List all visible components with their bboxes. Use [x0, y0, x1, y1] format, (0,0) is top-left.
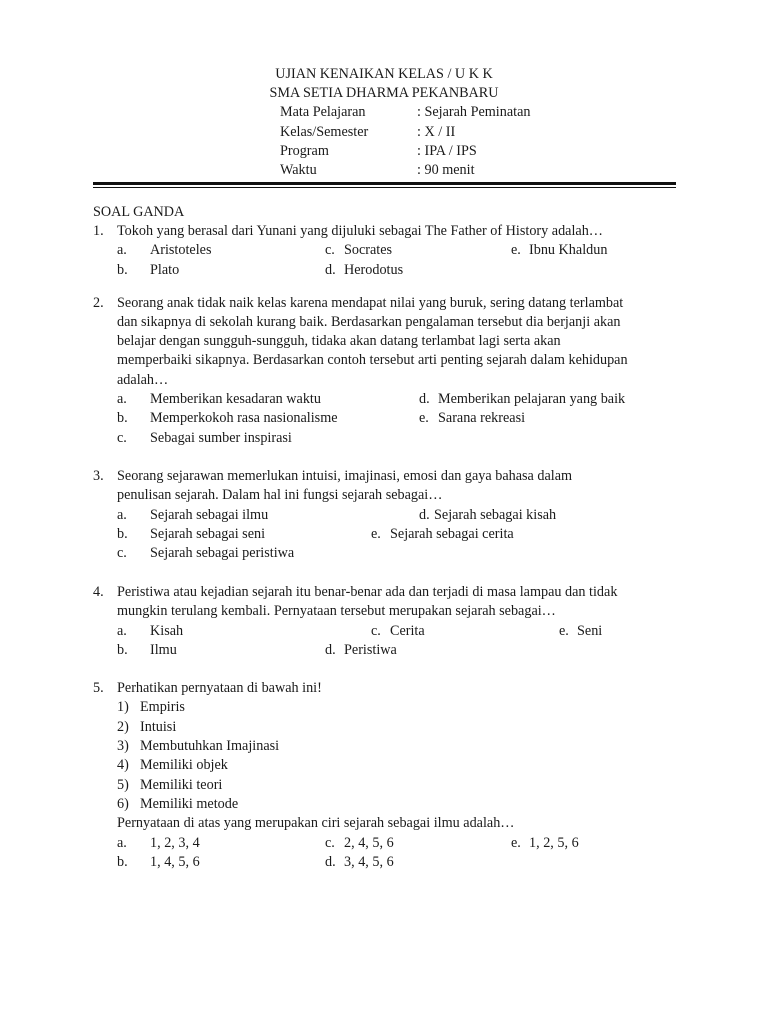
- option-text: Peristiwa: [344, 642, 397, 658]
- option-text: Sebagai sumber inspirasi: [150, 430, 292, 446]
- option-text: Sejarah sebagai peristiwa: [150, 545, 295, 561]
- list-item: Intuisi: [140, 719, 177, 735]
- list-item: Memiliki objek: [140, 757, 228, 773]
- list-item-number: 3): [117, 738, 129, 754]
- question-number: 4.: [93, 584, 104, 600]
- school-name: SMA SETIA DHARMA PEKANBARU: [269, 85, 499, 101]
- question-prompt: Pernyataan di atas yang merupakan ciri sejarah sebagai ilmu adalah…: [117, 815, 515, 831]
- question-text: Perhatikan pernyataan di bawah ini!: [117, 680, 322, 696]
- option-text: Seni: [577, 623, 603, 639]
- exam-title: UJIAN KENAIKAN KELAS / U K K: [275, 66, 493, 82]
- option-letter: e.: [419, 410, 429, 426]
- list-item-number: 6): [117, 796, 129, 812]
- option-letter: c.: [325, 835, 335, 851]
- option-text: Kisah: [150, 623, 184, 639]
- option-letter: d.: [325, 854, 336, 870]
- option-letter: c.: [371, 623, 381, 639]
- option-text: Herodotus: [344, 262, 404, 278]
- meta-value: : IPA / IPS: [417, 143, 477, 159]
- option-text: Sejarah sebagai cerita: [390, 526, 514, 542]
- option-letter: d.: [325, 262, 336, 278]
- question-number: 3.: [93, 468, 104, 484]
- option-letter: b.: [117, 262, 128, 278]
- option-letter: e.: [511, 835, 521, 851]
- option-letter: a.: [117, 391, 127, 407]
- question-text: mungkin terulang kembali. Pernyataan tersebut merupakan sejarah sebagai…: [117, 603, 556, 619]
- list-item: Memiliki metode: [140, 796, 239, 812]
- meta-value: : X / II: [417, 124, 456, 140]
- meta-value: : 90 menit: [417, 162, 475, 178]
- question-number: 1.: [93, 223, 104, 239]
- question-number: 2.: [93, 295, 104, 311]
- option-text: Aristoteles: [150, 242, 212, 258]
- option-text: Socrates: [344, 242, 393, 258]
- option-letter: a.: [117, 242, 127, 258]
- option-letter: b.: [117, 410, 128, 426]
- meta-label: Mata Pelajaran: [280, 104, 366, 120]
- option-letter: b.: [117, 526, 128, 542]
- option-letter: e.: [559, 623, 569, 639]
- option-text: 3, 4, 5, 6: [344, 854, 394, 870]
- header-divider-thick: [93, 182, 676, 185]
- option-letter: a.: [117, 507, 127, 523]
- question-text: Seorang anak tidak naik kelas karena mendapat nilai yang buruk, sering datang terlambat: [117, 295, 624, 311]
- option-letter: b.: [117, 854, 128, 870]
- option-letter: a.: [117, 623, 127, 639]
- list-item-number: 1): [117, 699, 129, 715]
- question-text: Peristiwa atau kejadian sejarah itu benar-benar ada dan terjadi di masa lampau dan tidak: [117, 584, 618, 600]
- option-letter: d.: [419, 507, 430, 523]
- option-text: Cerita: [390, 623, 425, 639]
- option-text: Sejarah sebagai seni: [150, 526, 266, 542]
- list-item: Membutuhkan Imajinasi: [140, 738, 280, 754]
- option-text: Ilmu: [150, 642, 177, 658]
- option-letter: d.: [419, 391, 430, 407]
- option-text: Memberikan kesadaran waktu: [150, 391, 321, 407]
- question-text: Tokoh yang berasal dari Yunani yang dijuluki sebagai The Father of History adalah…: [117, 223, 603, 239]
- option-letter: c.: [117, 430, 127, 446]
- option-letter: c.: [117, 545, 127, 561]
- option-text: 2, 4, 5, 6: [344, 835, 394, 851]
- header-divider-thin: [93, 187, 676, 188]
- option-letter: d.: [325, 642, 336, 658]
- option-text: 1, 2, 3, 4: [150, 835, 200, 851]
- meta-value: : Sejarah Peminatan: [417, 104, 531, 120]
- section-title: SOAL GANDA: [93, 204, 185, 220]
- question-text: Seorang sejarawan memerlukan intuisi, imajinasi, emosi dan gaya bahasa dalam: [117, 468, 573, 484]
- option-letter: a.: [117, 835, 127, 851]
- option-text: Sejarah sebagai kisah: [434, 507, 557, 523]
- question-text: memperbaiki sikapnya. Berdasarkan contoh tersebut arti penting sejarah dalam kehidupan: [117, 352, 628, 368]
- option-letter: c.: [325, 242, 335, 258]
- option-text: Sarana rekreasi: [438, 410, 526, 426]
- question-number: 5.: [93, 680, 104, 696]
- question-text: penulisan sejarah. Dalam hal ini fungsi sejarah sebagai…: [117, 487, 443, 503]
- option-text: Memberikan pelajaran yang baik: [438, 391, 626, 407]
- option-letter: b.: [117, 642, 128, 658]
- list-item-number: 2): [117, 719, 129, 735]
- option-letter: e.: [511, 242, 521, 258]
- list-item: Memiliki teori: [140, 777, 223, 793]
- option-letter: e.: [371, 526, 381, 542]
- list-item-number: 4): [117, 757, 129, 773]
- question-text: belajar dengan sungguh-sungguh, tidaka akan datang terlambat lagi serta akan: [117, 333, 561, 349]
- meta-label: Kelas/Semester: [280, 124, 369, 140]
- option-text: 1, 2, 5, 6: [529, 835, 579, 851]
- option-text: Memperkokoh rasa nasionalisme: [150, 410, 338, 426]
- question-text: dan sikapnya di sekolah kurang baik. Berdasarkan pengalaman tersebut dia berjanji akan: [117, 314, 621, 330]
- meta-label: Program: [280, 143, 329, 159]
- list-item-number: 5): [117, 777, 129, 793]
- meta-label: Waktu: [280, 162, 317, 178]
- question-text: adalah…: [117, 372, 169, 388]
- option-text: Sejarah sebagai ilmu: [150, 507, 269, 523]
- option-text: Ibnu Khaldun: [529, 242, 608, 258]
- list-item: Empiris: [140, 699, 185, 715]
- option-text: Plato: [150, 262, 180, 278]
- option-text: 1, 4, 5, 6: [150, 854, 200, 870]
